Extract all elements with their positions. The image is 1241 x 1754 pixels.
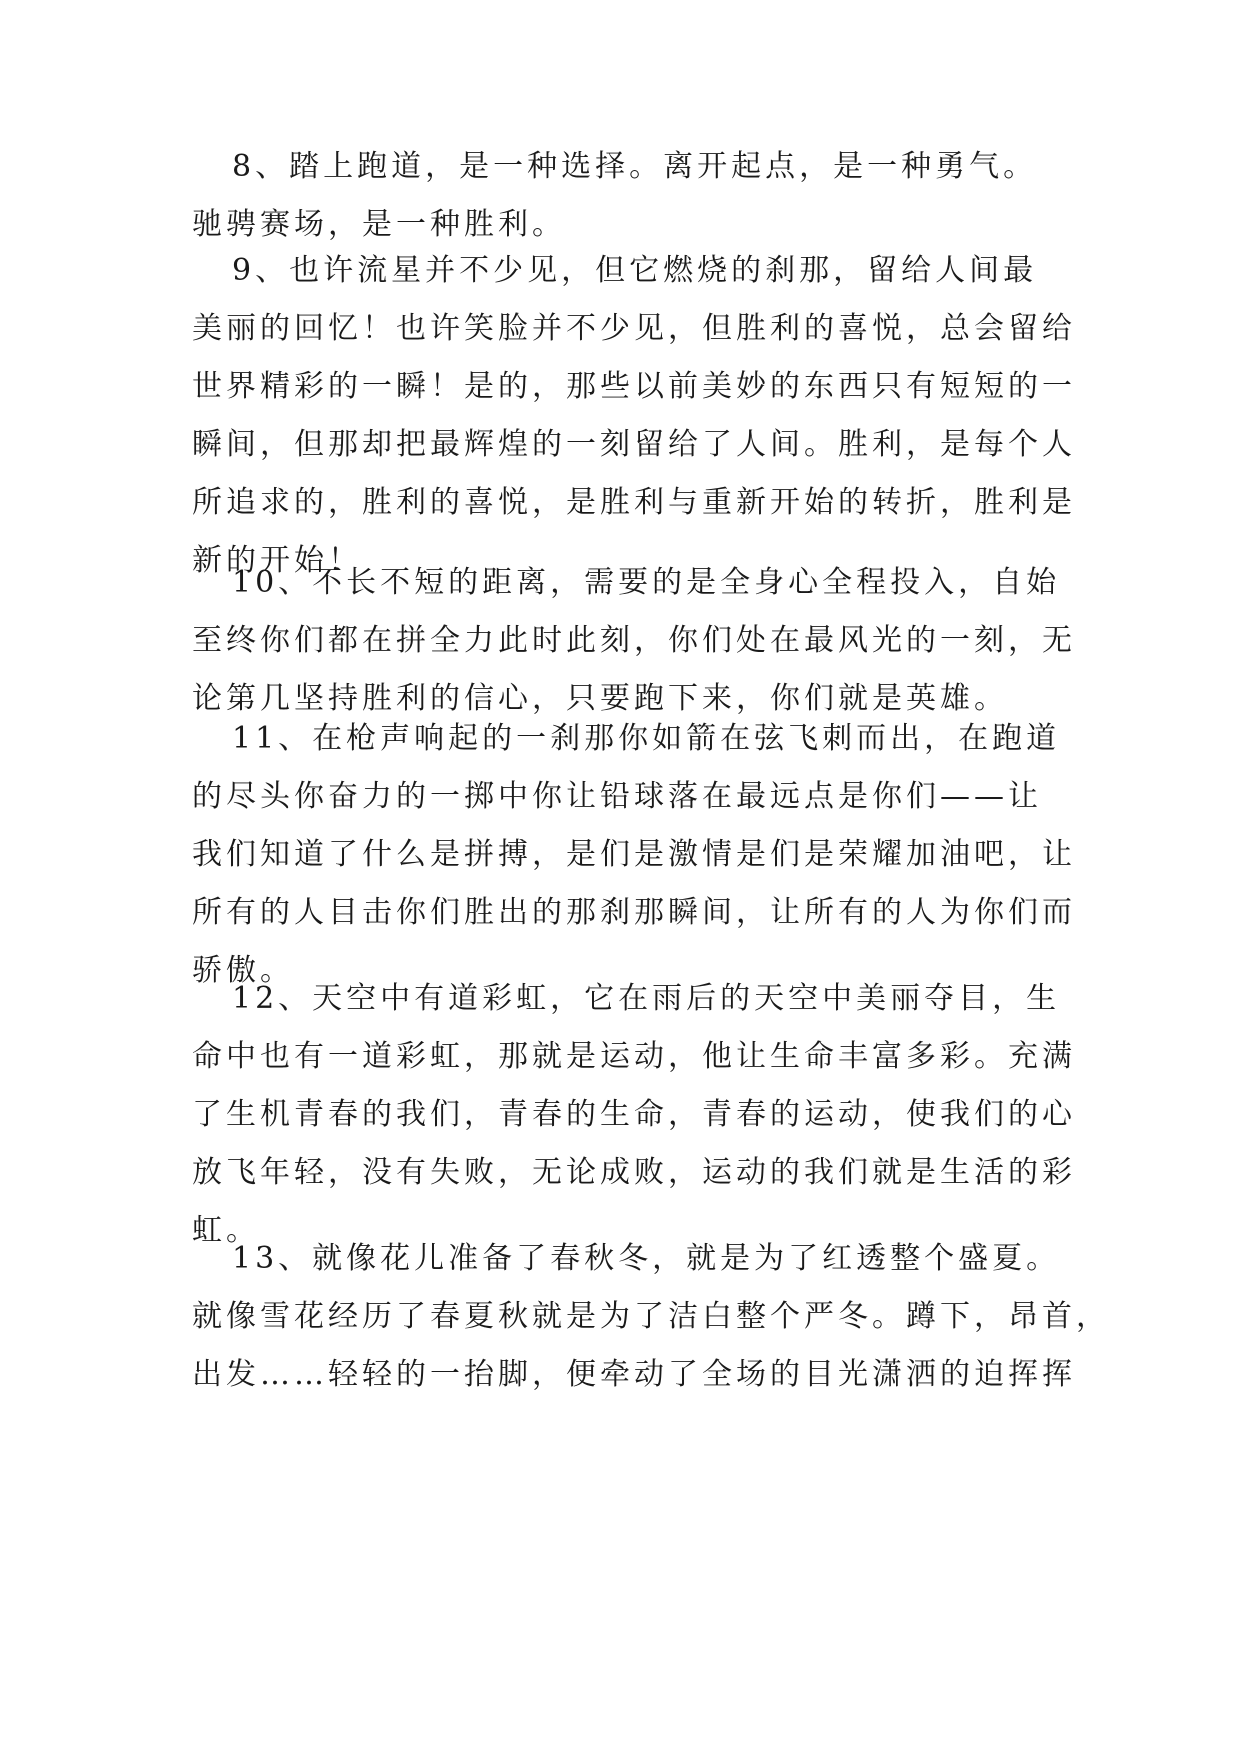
text-line: 9、也许流星并不少见，但它燃烧的刹那，留给人间最: [232, 253, 1038, 288]
text-line: 了生机青春的我们，青春的生命，青春的运动，使我们的心: [192, 1097, 1076, 1132]
paragraph-p9: [192, 242, 1076, 590]
text-line: 虹。: [192, 1213, 260, 1248]
text-line: 11、在枪声响起的一刹那你如箭在弦飞刺而出，在跑道: [232, 721, 1061, 756]
paragraph-p11: [192, 710, 1076, 1000]
paragraph-p13: [192, 1230, 1110, 1404]
text-line: 骄傲。: [192, 953, 294, 988]
text-line: 13、就像花儿准备了春秋冬，就是为了红透整个盛夏。: [232, 1241, 1061, 1276]
text-line: 命中也有一道彩虹，那就是运动，他让生命丰富多彩。充满: [192, 1039, 1076, 1074]
text-line: 论第几坚持胜利的信心，只要跑下来，你们就是英雄。: [192, 681, 1008, 716]
text-line: 驰骋赛场，是一种胜利。: [192, 207, 566, 242]
document-body: [192, 0, 1110, 1754]
paragraph-p10: [192, 554, 1076, 728]
text-line: 世界精彩的一瞬！是的，那些以前美妙的东西只有短短的一: [192, 369, 1076, 404]
text-line: 就像雪花经历了春夏秋就是为了洁白整个严冬。蹲下，昂首，: [192, 1299, 1110, 1334]
text-line: 放飞年轻，没有失败，无论成败，运动的我们就是生活的彩: [192, 1155, 1076, 1190]
text-line: 所有的人目击你们胜出的那刹那瞬间，让所有的人为你们而: [192, 895, 1076, 930]
text-line: 新的开始！: [192, 543, 362, 578]
text-line: 至终你们都在拼全力此时此刻，你们处在最风光的一刻，无: [192, 623, 1076, 658]
text-line: 瞬间，但那却把最辉煌的一刻留给了人间。胜利，是每个人: [192, 427, 1076, 462]
text-line: 8、踏上跑道，是一种选择。离开起点，是一种勇气。: [232, 149, 1038, 184]
text-line: 美丽的回忆！也许笑脸并不少见，但胜利的喜悦，总会留给: [192, 311, 1076, 346]
text-line: 出发……轻轻的一抬脚，便牵动了全场的目光潇洒的迫挥挥: [192, 1357, 1076, 1392]
text-line: 所追求的，胜利的喜悦，是胜利与重新开始的转折，胜利是: [192, 485, 1076, 520]
text-line: 10、不长不短的距离，需要的是全身心全程投入，自始: [232, 565, 1061, 600]
text-line: 12、天空中有道彩虹，它在雨后的天空中美丽夺目，生: [232, 981, 1061, 1016]
text-line: 我们知道了什么是拼搏，是们是激情是们是荣耀加油吧，让: [192, 837, 1076, 872]
paragraph-p12: [192, 970, 1076, 1260]
paragraph-p8: [192, 138, 1037, 254]
text-line: 的尽头你奋力的一掷中你让铅球落在最远点是你们——让: [192, 779, 1042, 814]
